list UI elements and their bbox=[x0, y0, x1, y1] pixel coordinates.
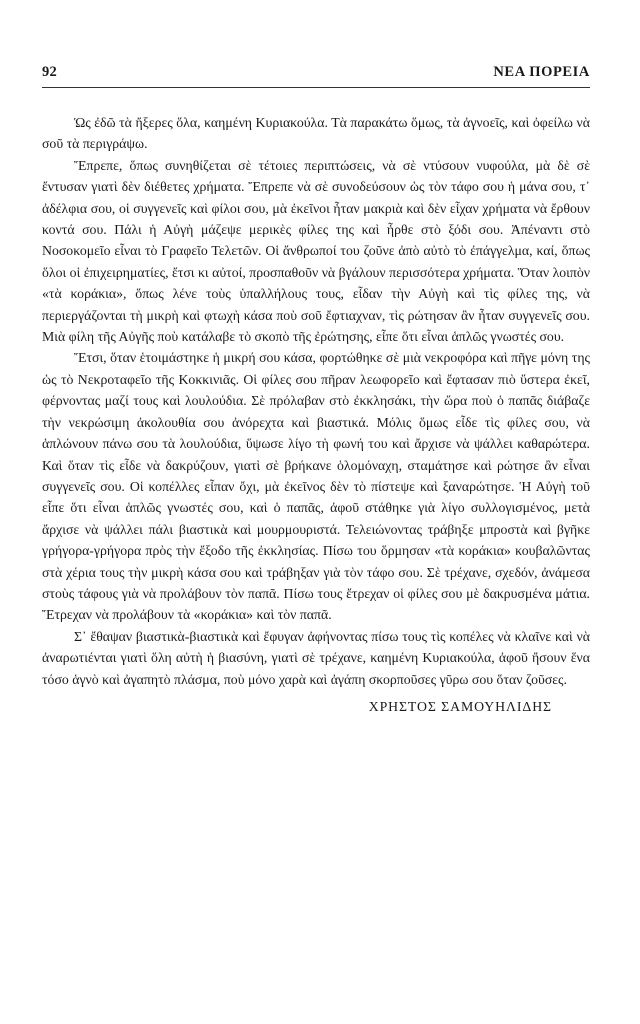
author-signature: ΧΡΗΣΤΟΣ ΣΑΜΟΥΗΛΙΔΗΣ bbox=[368, 698, 552, 714]
running-header bbox=[42, 64, 590, 81]
header-rule bbox=[42, 87, 590, 88]
paragraph-1: Ὡς ἐδῶ τὰ ἤξερες ὅλα, καημένη Κυριακούλα. Τὰ παρακάτω ὅμως, τὰ ἀγνοεῖς, καὶ ὀφείλω νὰ σοῦ τὰ περιγράψω. bbox=[42, 115, 590, 152]
article-body bbox=[42, 112, 590, 690]
paragraph-4: Σ᾿ ἔθαψαν βιαστικὰ-βιαστικὰ καὶ ἔφυγαν ἀφήνοντας πίσω τους τὶς κοπέλες νὰ κλαῖνε καὶ νὰ ἀναρωτιένται γιατὶ ὅλη αὐτὴ ἡ βιασύνη, γιατὶ σὲ τρέχανε, καημένη Κυριακούλα, ἀφοῦ ἤσουν ἕνα τόσο ἁγνὸ καὶ ἀγαπητὸ πλάσμα, ποὺ μόνο χαρὰ καὶ ἀγάπη σκορποῦσες γῦρω σου ὅταν ζοῦσες. bbox=[42, 628, 590, 687]
paragraph-3: Ἔτσι, ὅταν ἑτοιμάστηκε ἡ μικρή σου κάσα, φορτώθηκε σὲ μιὰ νεκροφόρα καὶ πῆγε μόνη της ὡς τὸ Νεκροταφεῖο τῆς Κοκκινιᾶς. Οἱ φίλες σου πῆραν λεωφορεῖο καὶ ἔφτασαν πιὸ ὕστερα ἐκεῖ, φέρνοντας μαζί τους καὶ λουλούδια. Σὲ πρόλαβαν στὸ ἐκκλησάκι, τὴν ὥρα ποὺ ὁ παπᾶς διάβαζε τὴν νεκρώσιμη ἀκολουθία σου ἀνόρεχτα καὶ βιαστικά. Μόλις ὅμως εἶδε τὶς φίλες σου, νὰ ἁπλώνουν πάνω σου τὰ λουλούδια, ὕψωσε λίγο τὴ φωνή του καὶ ἄρχισε νὰ ψάλλει καθαρώτερα. Καὶ ὅταν τὶς εἶδε νὰ δακρύζουν, γιατὶ σὲ βρήκανε ὁλομόναχη, σταμάτησε καὶ ρώτησε ἂν εἶναι συγγενεῖς σου. Οἱ κοπέλλες εἶπαν ὄχι, μὰ ἐκεῖνος δὲν τὸ πίστεψε καὶ ξαναρώτησε. Ἡ Αὐγὴ τοῦ εἶπε ὅτι εἶναι ἁπλῶς γνωστές σου, καὶ ὁ παπᾶς, ἀφοῦ στάθηκε γιὰ λίγο συλλογισμένος, μετὰ ἄρχισε νὰ ψάλλει πάλι βιαστικὰ καὶ μουρμουριστά. Τελειώνοντας τράβηξε μπροστὰ καὶ βγῆκε γρήγορα-γρήγορα πρὸς τὴν ἔξοδο τῆς ἐκκλησίας. Πίσω του ὅρμησαν «τὰ κοράκια» κουβαλῶντας στὰ χέρια τους τὴν μικρὴ κάσα σου καὶ τράβηξαν γιὰ τὸν τάφο σου. Σὲ τρέχανε, σχεδόν, ἀνάμεσα στοὺς τάφους γιὰ νὰ προλάβουν τὸν παπᾶ. Πίσω τους ἔτρεχαν οἱ φίλες σου μὲ δακρυσμένα μάτια. Ἔτρεχαν νὰ προλάβουν τὰ «κοράκια» καὶ τὸν παπᾶ. bbox=[42, 350, 590, 623]
paragraph-2: Ἔπρεπε, ὅπως συνηθίζεται σὲ τέτοιες περιπτώσεις, νὰ σὲ ντύσουν νυφούλα, μὰ δὲ σὲ ἔντυσαν γιατὶ δὲν διέθετες χρήματα. Ἔπρεπε νὰ σὲ συνοδεύσουν ὡς τὸν τάφο σου ἡ μάνα σου, τ᾿ ἀδέλφια σου, οἱ συγγενεῖς καὶ φίλοι σου, μὰ ἐκεῖνοι ἦταν μακριὰ καὶ δὲν εἶχαν χρήματα νὰ ἔρθουν κοντά σου. Πάλι ἡ Αὐγὴ μάζεψε μερικὲς φίλες της καὶ ἦρθε στὸ ξόδι σου. Ἀπέναντι στὸ Νοσοκομεῖο εἶναι τὸ Γραφεῖο Τελετῶν. Οἱ ἄνθρωποί του ζοῦνε ἀπὸ αὐτὸ τὸ ἐπάγγελμα, καί, ὅπως ὅλοι οἱ ἐπιχειρηματίες, ἔτσι κι αὐτοί, προσπαθοῦν νὰ βγάλουν περισσότερα χρήματα. Ὅταν λοιπὸν «τὰ κοράκια», ὅπως λένε τοὺς ὑπαλλήλους τους, εἶδαν τὴν Αὐγὴ καὶ τὶς φίλες της, νὰ περιεργάζονται τὴ μικρὴ καὶ φτωχὴ κάσα ποὺ σοῦ ἔφτιαχναν, τὶς ρώτησαν ἂν ἦταν συγγενεῖς σου. Μιὰ φίλη τῆς Αὐγῆς ποὺ κατάλαβε τὸ σκοπὸ τῆς ἐρώτησης, εἶπε ὅτι εἶναι ἁπλῶς γνωστές σου. bbox=[42, 157, 590, 345]
page-number: 92 bbox=[42, 64, 58, 80]
journal-title: ΝΕΑ ΠΟΡΕΙΑ bbox=[493, 64, 590, 80]
